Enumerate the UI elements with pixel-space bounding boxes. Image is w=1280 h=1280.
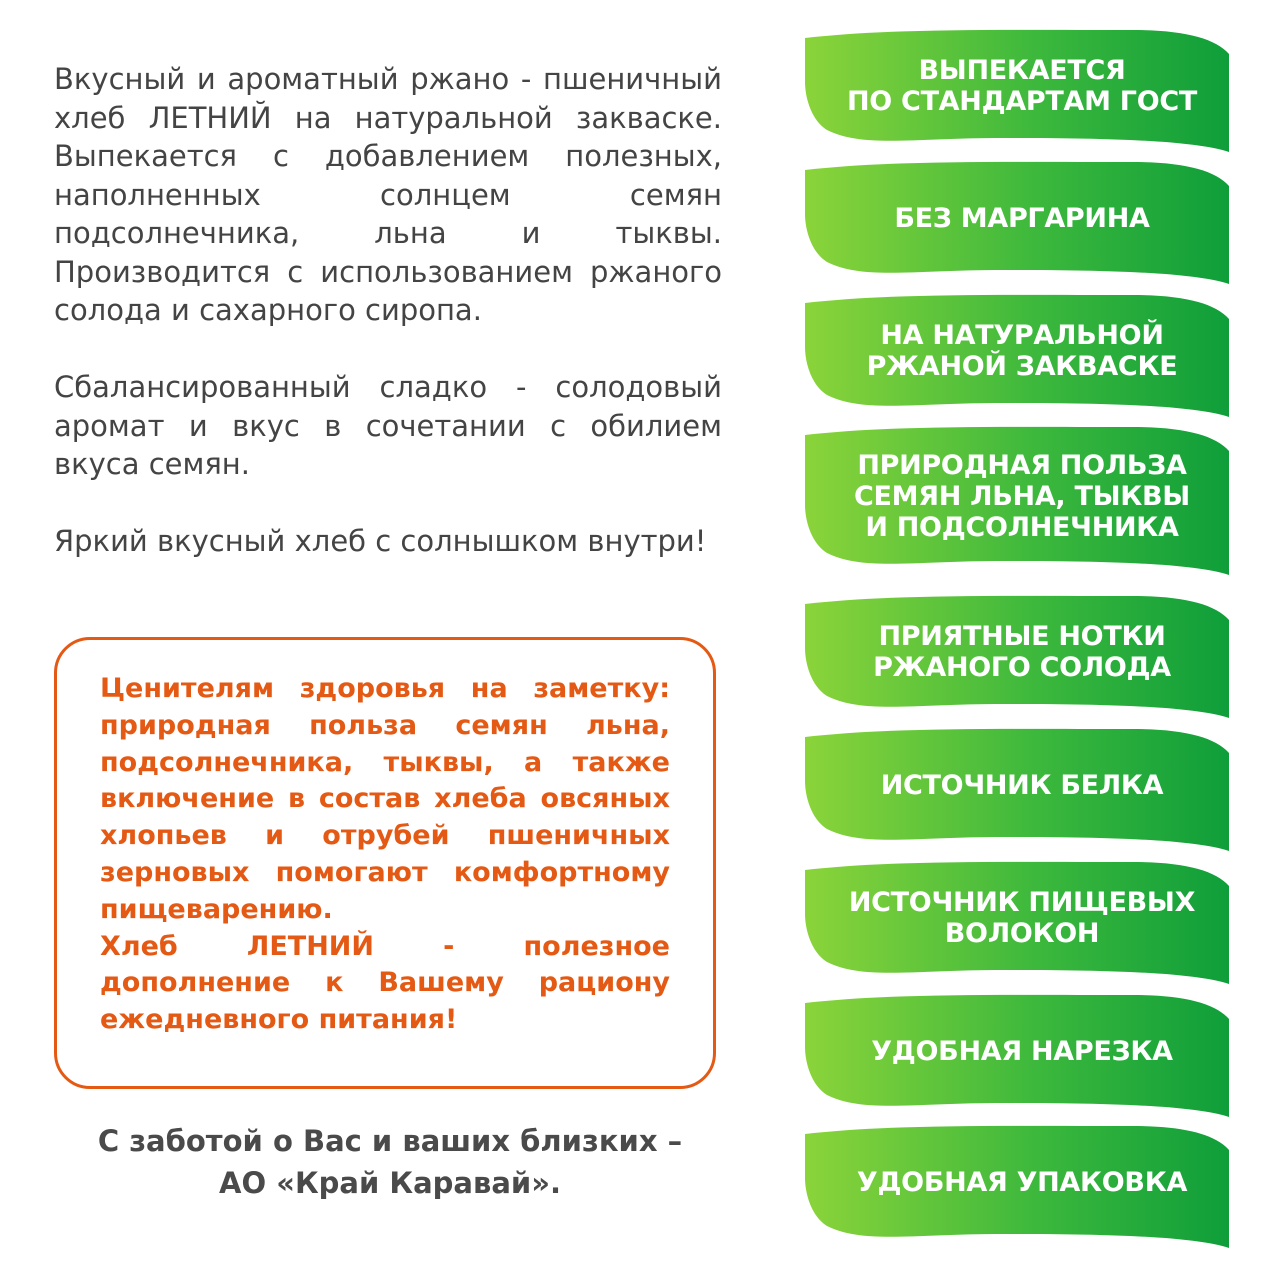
feature-label-line: УДОБНАЯ НАРЕЗКА (871, 1035, 1173, 1067)
feature-label-line: И ПОДСОЛНЕЧНИКА (865, 511, 1179, 543)
feature-label (823, 1124, 1221, 1240)
feature-ribbon-7 (803, 860, 1231, 984)
feature-label (823, 860, 1221, 976)
feature-label-line: ВЫПЕКАЕТСЯ (918, 55, 1126, 86)
feature-label-line: ИСТОЧНИК БЕЛКА (880, 769, 1164, 801)
description-paragraph-3: Яркий вкусный хлеб с солнышком внутри! (54, 524, 707, 558)
feature-label-line: ПО СТАНДАРТАМ ГОСТ (847, 86, 1197, 117)
feature-label (823, 993, 1221, 1109)
feature-label-line: ИСТОЧНИК ПИЩЕВЫХ (848, 887, 1196, 918)
description-paragraph-2: Сбалансированный сладко - солодовый аромат и вкус в сочетании с обилием вкуса семян. (54, 370, 722, 481)
feature-label (823, 293, 1221, 409)
feature-ribbon-8 (803, 993, 1231, 1117)
feature-label-line: РЖАНОГО СОЛОДА (873, 652, 1171, 683)
feature-ribbon-4 (803, 425, 1231, 575)
feature-label (823, 28, 1221, 144)
feature-label (823, 727, 1221, 843)
feature-label-line: ПРИРОДНАЯ ПОЛЬЗА (857, 449, 1187, 481)
feature-label-line: НА НАТУРАЛЬНОЙ (880, 320, 1164, 351)
feature-ribbon-1 (803, 28, 1231, 152)
feature-label-line: РЖАНОЙ ЗАКВАСКЕ (866, 351, 1178, 382)
feature-label (823, 425, 1221, 567)
feature-ribbon-2 (803, 160, 1231, 284)
feature-label (823, 160, 1221, 276)
footer-line-1: С заботой о Вас и ваших близких – (97, 1124, 683, 1158)
feature-ribbon-9 (803, 1124, 1231, 1248)
footer-line-2: АО «Край Каравай». (219, 1166, 561, 1200)
feature-ribbon-3 (803, 293, 1231, 417)
feature-ribbon-6 (803, 727, 1231, 851)
health-note-line-2: Хлеб ЛЕТНИЙ - полезное дополнение к Вашему рациону ежедневного питания! (100, 930, 670, 1036)
feature-label (823, 594, 1221, 710)
feature-label-line: ПРИЯТНЫЕ НОТКИ (878, 621, 1166, 652)
health-note-line-1: Ценителям здоровья на заметку: природная польза семян льна, подсолнечника, тыквы, а также включение в состав хлеба овсяных хлопьев и отрубей пшеничных зерновых помогают комфортному пищеварению. (100, 673, 670, 925)
feature-label-line: СЕМЯН ЛЬНА, ТЫКВЫ (854, 480, 1190, 512)
description-paragraph-1: Вкусный и ароматный ржано - пшеничный хлеб ЛЕТНИЙ на натуральной закваске. Выпекается с добавлением полезных, наполненных солнцем семян подсолнечника, льна и тыквы. Производится с использованием ржаного солода и сахарного сиропа. (54, 62, 722, 327)
feature-ribbon-5 (803, 594, 1231, 718)
feature-label-line: БЕЗ МАРГАРИНА (894, 202, 1150, 234)
feature-label-line: ВОЛОКОН (944, 918, 1100, 949)
feature-label-line: УДОБНАЯ УПАКОВКА (856, 1166, 1188, 1198)
